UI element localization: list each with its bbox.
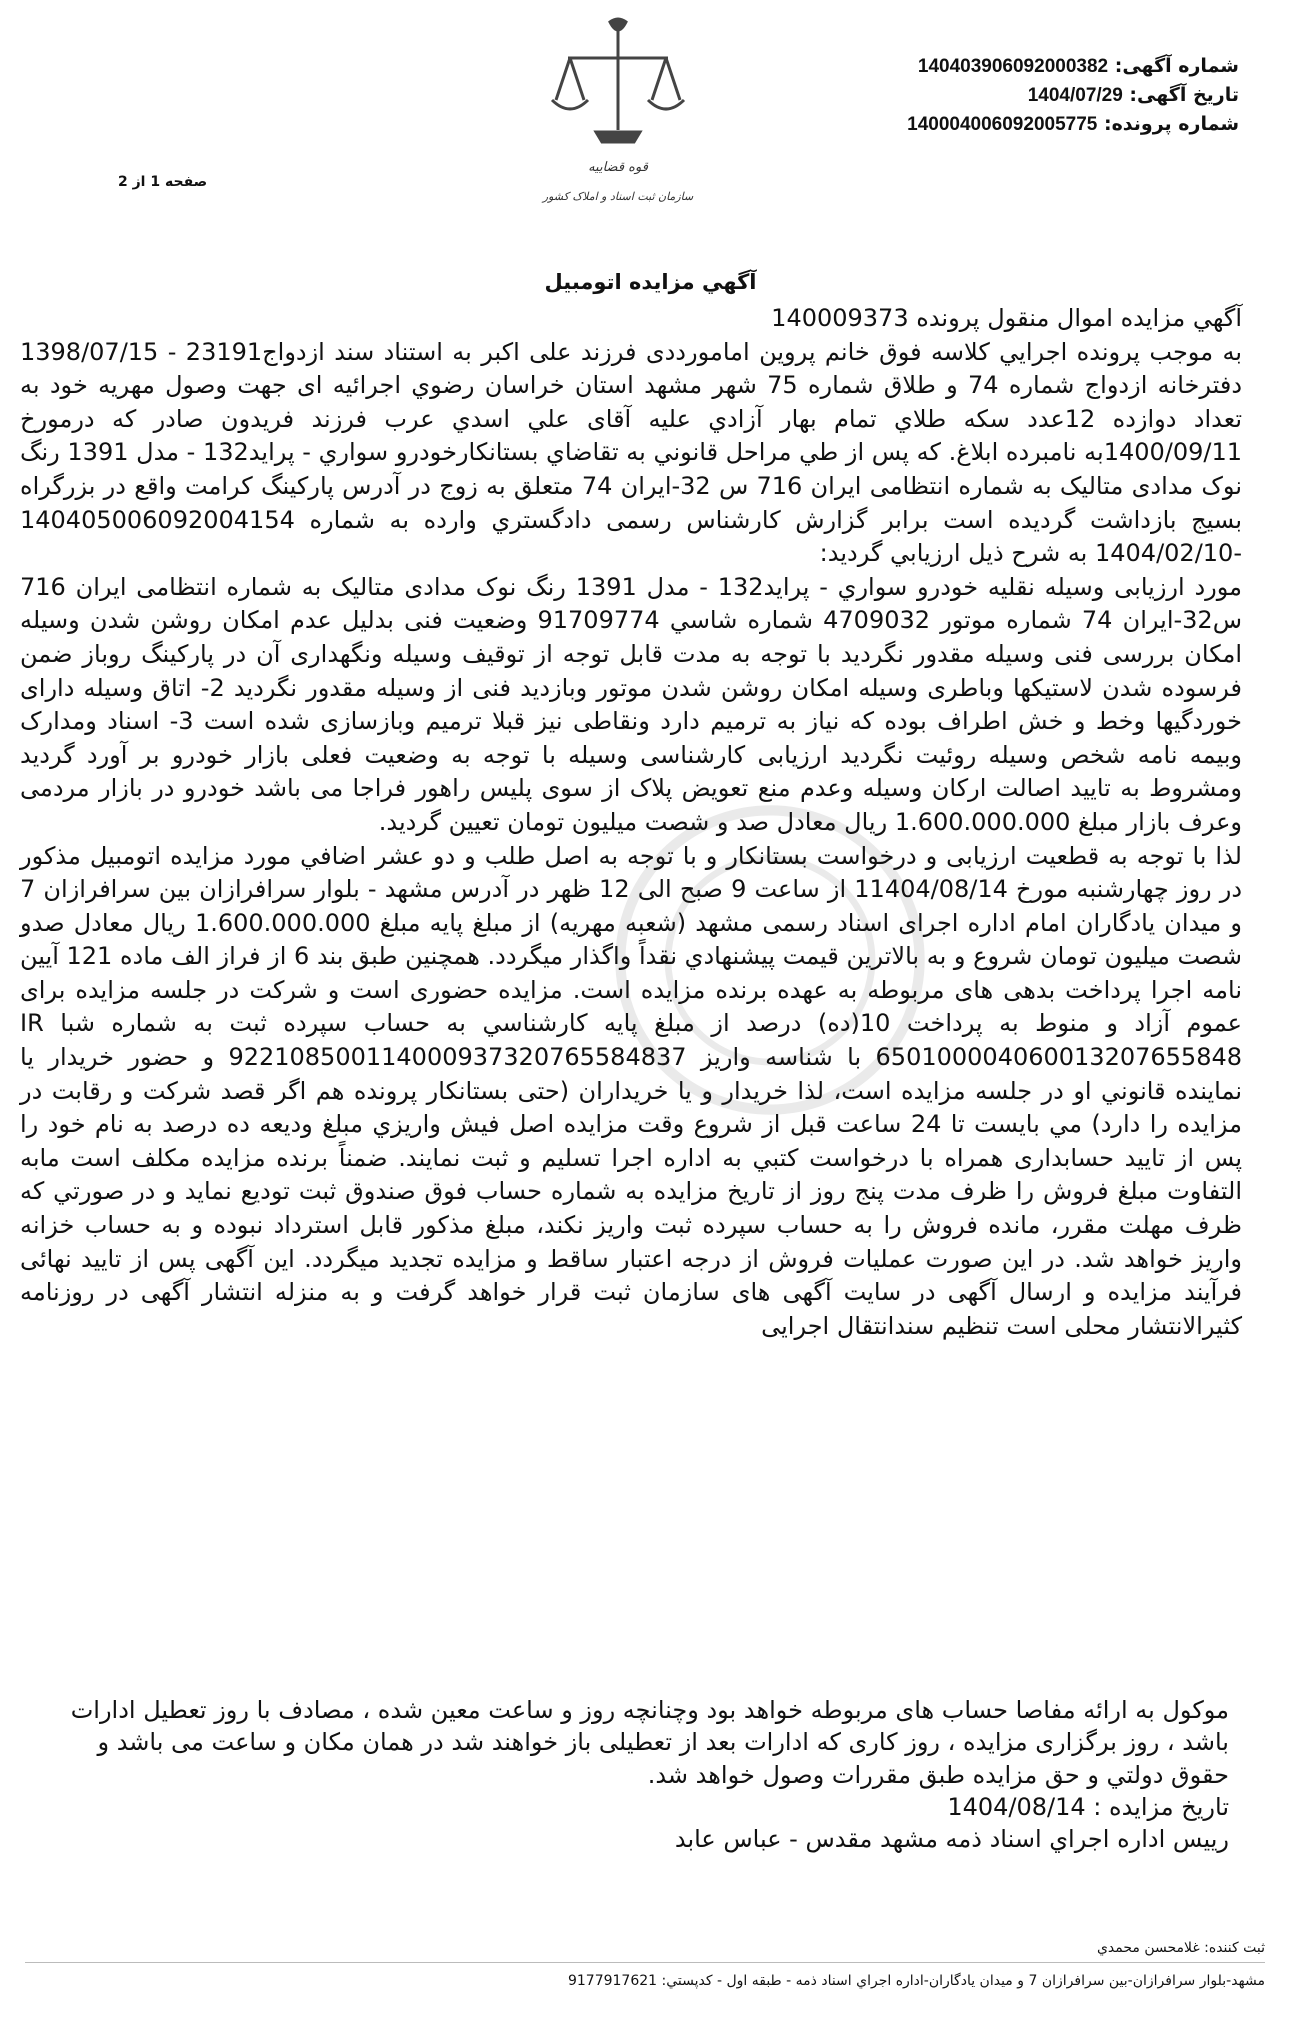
closing-text: موکول به ارائه مفاصا حساب های مربوطه خواهد بود وچنانچه روز و ساعت معين شده ، مصادف با روز تعطيل ادارات باشد ، روز برگزاری مزايده ، روز کاری که ادارات بعد از تعطيلی باز خواهند شد در همان مکان و ساعت می باشد و حقوق دولتي و حق مزايده طبق مقررات وصول خواهد شد. تاريخ مزايده : 1404/08/14 رييس اداره اجراي اسناد ذمه مشهد مقدس - عباس عابد: [70, 1696, 1229, 1854]
emblem-caption-judiciary: قوه قضاییه: [588, 160, 648, 175]
footer-divider: [25, 1962, 1265, 1963]
case-number-row: [907, 110, 1239, 139]
registrar-name: غلامحسن محمدي: [1096, 1940, 1200, 1956]
ad-date-label: تاریخ آگهی:: [1129, 84, 1239, 106]
emblem-caption-registry: سازمان ثبت اسناد و املاک کشور: [542, 190, 694, 203]
ad-meta: [907, 52, 1239, 139]
ad-date: 1404/07/29: [1027, 85, 1123, 106]
case-number: 140004006092005775: [907, 114, 1098, 135]
judiciary-emblem: [542, 14, 694, 214]
registrar-label: ثبت کننده:: [1204, 1940, 1265, 1956]
document-title: آگهي مزايده اتومبيل: [544, 270, 757, 294]
registrar-row: [25, 1936, 1265, 1960]
case-number-label: شماره پرونده:: [1103, 113, 1239, 135]
ad-date-row: [907, 81, 1239, 110]
page-indicator: صفحه 1 از 2: [118, 174, 208, 190]
office-address: مشهد-بلوار سرافرازان-بين سرافرازان 7 و ميدان يادگاران-اداره اجراي اسناد ذمه - طبقه اول - کدپستي: 9177917621: [567, 1973, 1265, 1989]
ad-number-row: [907, 52, 1239, 81]
footer: [25, 1936, 1265, 1995]
scales-of-justice-icon: [548, 14, 688, 164]
ad-number: 140403906092000382: [917, 56, 1109, 77]
auction-body-text: آگهي مزايده اموال منقول پرونده 140009373 به موجب پرونده اجرايي کلاسه فوق خانم پروين امامورددی فرزند على اکبر به استناد سند ازدواج23191 - 1398/07/15 دفترخانه ازدواج شماره 74 و طلاق شماره 75 شهر مشهد استان خراسان رضوي اجرائيه ای جهت وصول مهريه خود به تعداد دوازده 12عدد سکه طلاي تمام بهار آزادي عليه آقای علي اسدي عرب فرزند فريدون صادر که درمورخ 1400/09/11به نامبرده ابلاغ. که پس از طي مراحل قانوني به تقاضاي بستانکارخودرو سواري - پرايد132 - مدل 1391 رنگ نوک مدادی متاليک به شماره انتظامی ايران 716 س 32-ايران 74 متعلق به زوج در آدرس پارکينگ کرامت واقع در بزرگراه بسيج بازداشت گرديده است برابر گزارش کارشناس رسمی دادگستري وارده به شماره 140405006092004154 -1404/02/10 به شرح ذيل ارزيابي گرديد: مورد ارزيابی وسيله نقليه خودرو سواري - پرايد132 - مدل 1391 رنگ نوک مدادی متاليک به شماره انتظامی ايران 716 س32-ايران 74 شماره موتور 4709032 شماره شاسي 91709774 وضعيت فنی بدليل عدم امکان روشن شدن وسيله امکان بررسی فنی وسيله مقدور نگرديد با توجه به مدت قابل توجه از توقيف وسيله ونگهداری آن در پارکينگ روباز ضمن فرسوده شدن لاستيکها وباطری وسيله امکان روشن شدن موتور وبازديد فنی از وسيله مقدور نگرديد 2- اتاق وسيله دارای خوردگيها وخط و خش اطراف بوده که نياز به ترميم دارد ونقاطی نيز قبلا ترميم وبازسازی شده است 3- اسناد ومدارک وبيمه نامه شخص وسيله روئيت نگرديد ارزيابی کارشناسی وسيله با توجه به وضعيت فعلی بازار خودرو بر آورد گرديد ومشروط به تاييد اصالت ارکان وسيله وعدم منع تعويض پلاک از سوی پليس راهور فراجا می باشد خودرو در بازار مردمی وعرف بازار مبلغ 1.600.000.000 ريال معادل صد و شصت ميليون تومان تعيين گرديد. لذا با توجه به قطعيت ارزيابی و درخواست بستانکار و با توجه به اصل طلب و دو عشر اضافي مورد مزايده اتومبيل مذکور در روز چهارشنبه مورخ 11404/08/14 از ساعت 9 صبح الی 12 ظهر در آدرس مشهد - بلوار سرافرازان بين سرافرازان 7 و ميدان يادگاران امام اداره اجرای اسناد رسمی مشهد (شعبه مهريه) از مبلغ پايه مبلغ 1.600.000.000 ريال معادل صدو شصت ميليون تومان شروع و به بالاترين قيمت پيشنهادي نقداً واگذار ميگردد. همچنين طبق بند 6 از فراز الف ماده 121 آيين نامه اجرا پرداخت بدهی های مربوطه به عهده برنده مزايده است. مزايده حضوری است و شرکت در جلسه مزايده برای عموم آزاد و منوط به پرداخت 10(ده) درصد از مبلغ پايه کارشناسي به حساب سپرده ثبت به شماره شبا IR 650100004060013207655848 با شناسه واريز 922108500114000937320765584837 و حضور خريدار يا نماينده قانوني او در جلسه مزايده است، لذا خريدار و يا خريداران (حتی بستانکار پرونده هم اگر قصد شرکت و رقابت در مزايده را دارد) مي بايست تا 24 ساعت قبل از شروع وقت مزايده اصل فيش واريزي مبلغ وديعه ده درصد به نام خود را پس از تاييد حسابداری همراه با درخواست کتبي به اداره اجرا تسليم و ثبت نمايند. ضمناً برنده مزايده مکلف است مابه التفاوت مبلغ فروش را ظرف مدت پنج روز از تاريخ مزايده به شماره حساب فوق صندوق ثبت توديع نمايد و در صورتي که ظرف مهلت مقرر، مانده فروش را به حساب سپرده ثبت واريز نکند، مبلغ مذکور قابل استرداد نبوده و به حساب خزانه واريز خواهد شد. در اين صورت عمليات فروش از درجه اعتبار ساقط و مزايده تجديد ميگردد. اين آگهی پس از تاييد نهائی فرآيند مزايده و ارسال آگهی در سايت آگهی های سازمان ثبت قرار خواهد گرفت و به منزله انتشار آگهی در روزنامه کثيرالانتشار محلی است تنظيم سندانتقال اجرايی: [20, 304, 1243, 1340]
ad-number-label: شماره آگهی:: [1114, 55, 1239, 77]
